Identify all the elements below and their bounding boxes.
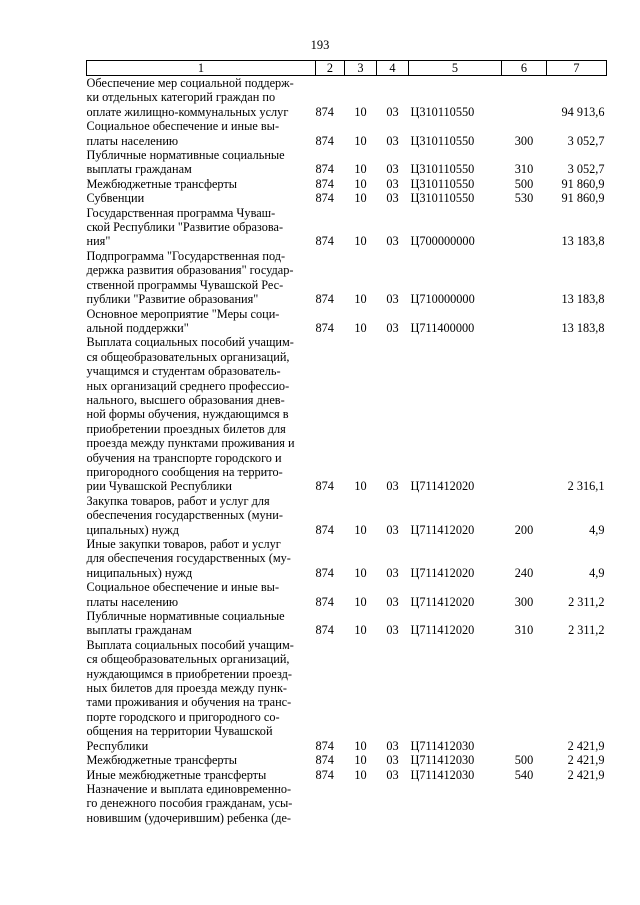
cell-section: 10: [354, 162, 367, 177]
cell-section: 10: [354, 191, 367, 206]
name-line: приобретении проездных билетов для: [86, 421, 286, 436]
table-row: [87, 335, 607, 493]
cell-section: 10: [354, 522, 367, 537]
cell-target-code: Ц700000000: [410, 234, 475, 249]
cell-subsection: 03: [386, 191, 399, 206]
name-line: выплаты гражданам: [86, 162, 192, 177]
header-cell: 3: [345, 61, 377, 76]
cell-ved: 874: [315, 753, 334, 768]
table-row: [87, 76, 607, 120]
cell-ved: 874: [315, 133, 334, 148]
cell-section: 10: [354, 623, 367, 638]
cell-name: [87, 768, 316, 782]
cell-expense-type: 310: [514, 623, 534, 638]
cell-amount: 2 311,2: [568, 623, 605, 638]
cell-expense-type: 240: [514, 565, 534, 580]
table-row: [87, 206, 607, 249]
name-line: ской Республики "Развитие образова-: [86, 220, 284, 235]
cell-target-code: Ц310110550: [410, 104, 475, 119]
name-line: Социальное обеспечение и иные вы-: [86, 580, 280, 595]
cell-ved: 874: [315, 479, 334, 494]
name-line: держка развития образования" государ-: [86, 263, 294, 278]
cell-subsection: 03: [386, 479, 399, 494]
cell-amount: 94 913,6: [561, 104, 605, 119]
name-line: ния": [86, 234, 111, 249]
cell-section: 10: [354, 292, 367, 307]
name-line: учащимся и студентам образователь-: [86, 364, 281, 379]
cell-expense-type: [502, 249, 547, 307]
cell-target-code: Ц711412030: [410, 767, 475, 782]
cell-section: 10: [354, 133, 367, 148]
cell-target-code: Ц710000000: [410, 292, 475, 307]
name-line: ных организаций среднего профессио-: [86, 378, 290, 393]
cell-target-code: Ц711412020: [410, 565, 475, 580]
name-line: Назначение и выплата единовременно-: [86, 781, 292, 796]
name-line: ки отдельных категорий граждан по: [86, 90, 276, 105]
name-line: Иные закупки товаров, работ и услуг: [86, 537, 281, 551]
cell-ved: 874: [315, 162, 334, 177]
header-cell: 6: [502, 61, 547, 76]
cell-amount: 2 421,9: [567, 753, 605, 768]
cell-name: [87, 753, 316, 767]
cell-amount: 2 421,9: [567, 738, 605, 753]
cell-expense-type: 310: [514, 162, 534, 177]
cell-name: [87, 206, 316, 249]
cell-amount: 91 860,9: [561, 191, 605, 206]
cell-section: 10: [354, 565, 367, 580]
cell-amount: 3 052,7: [567, 162, 605, 177]
cell-target-code: Ц310110550: [410, 133, 475, 148]
cell-ved: 874: [315, 767, 334, 782]
cell-name: [87, 638, 316, 753]
name-line: Публичные нормативные социальные: [86, 609, 285, 624]
name-line: пригородного сообщения на террито-: [86, 464, 283, 479]
cell-amount: 4,9: [589, 565, 605, 580]
table-header-row: [87, 61, 607, 76]
cell-subsection: 03: [386, 565, 399, 580]
cell-ved: 874: [315, 176, 334, 191]
cell-target-code: [409, 782, 502, 825]
name-line: платы населению: [86, 594, 179, 609]
name-line: Иные межбюджетные трансферты: [86, 767, 267, 782]
cell-target-code: Ц711412020: [410, 594, 475, 609]
cell-section: 10: [354, 104, 367, 119]
name-line: ниципальных) нужд: [86, 565, 193, 580]
cell-expense-type: [502, 76, 547, 120]
cell-target-code: Ц711412020: [410, 623, 475, 638]
cell-name: [87, 609, 316, 638]
cell-section: 10: [354, 479, 367, 494]
cell-name: [87, 782, 316, 825]
cell-expense-type: [502, 206, 547, 249]
table-row: [87, 609, 607, 638]
cell-section: 10: [354, 234, 367, 249]
table-row: [87, 177, 607, 191]
table-row: [87, 768, 607, 782]
cell-name: [87, 76, 316, 120]
name-line: нуждающимся в приобретении проезд-: [86, 666, 292, 681]
cell-ved: 874: [315, 320, 334, 335]
cell-expense-type: [502, 638, 547, 753]
cell-subsection: 03: [386, 522, 399, 537]
cell-amount: 4,9: [589, 522, 605, 537]
name-line: нального, высшего образования днев-: [86, 392, 285, 407]
name-line: Республики: [86, 738, 149, 753]
cell-amount: 3 052,7: [567, 133, 605, 148]
name-line: Обеспечение мер социальной поддерж-: [86, 76, 294, 90]
cell-subsection: [377, 782, 409, 825]
cell-subsection: 03: [386, 738, 399, 753]
cell-amount: 2 421,9: [567, 767, 605, 782]
cell-name: [87, 335, 316, 493]
name-line: ных билетов для проезда между пунк-: [86, 681, 288, 696]
name-line: тами проживания и обучения на транс-: [86, 695, 292, 710]
name-line: общения на территории Чувашской: [86, 724, 273, 739]
table-body: [87, 76, 607, 826]
cell-ved: 874: [315, 104, 334, 119]
cell-target-code: Ц711412020: [410, 479, 475, 494]
cell-amount: 13 183,8: [561, 292, 605, 307]
header-cell: 5: [409, 61, 502, 76]
cell-name: [87, 191, 316, 205]
cell-ved: 874: [315, 292, 334, 307]
cell-name: [87, 307, 316, 336]
name-line: для обеспечения государственных (му-: [86, 551, 291, 566]
name-line: публики "Развитие образования": [86, 292, 259, 307]
cell-expense-type: [502, 307, 547, 336]
cell-target-code: Ц711412020: [410, 522, 475, 537]
cell-amount: 91 860,9: [561, 176, 605, 191]
table-row: [87, 782, 607, 825]
cell-subsection: 03: [386, 320, 399, 335]
cell-subsection: 03: [386, 753, 399, 768]
cell-amount: 13 183,8: [561, 320, 605, 335]
name-line: платы населению: [86, 133, 179, 148]
cell-name: [87, 494, 316, 537]
cell-target-code: Ц310110550: [410, 162, 475, 177]
name-line: Социальное обеспечение и иные вы-: [86, 119, 280, 134]
cell-subsection: 03: [386, 623, 399, 638]
cell-subsection: 03: [386, 594, 399, 609]
cell-target-code: Ц711412030: [410, 753, 475, 768]
name-line: Выплата социальных пособий учащим-: [86, 335, 294, 350]
cell-target-code: Ц711400000: [410, 320, 475, 335]
table-row: [87, 191, 607, 205]
cell-ved: 874: [315, 191, 334, 206]
cell-amount: 2 311,2: [568, 594, 605, 609]
name-line: выплаты гражданам: [86, 623, 192, 638]
name-line: ственной программы Чувашской Рес-: [86, 277, 284, 292]
cell-expense-type: [502, 782, 547, 825]
header-cell: 1: [87, 61, 316, 76]
name-line: Межбюджетные трансферты: [86, 176, 238, 191]
cell-section: 10: [354, 767, 367, 782]
cell-target-code: Ц711412030: [410, 738, 475, 753]
name-line: проезда между пунктами проживания и: [86, 436, 295, 451]
cell-subsection: 03: [386, 767, 399, 782]
cell-name: [87, 249, 316, 307]
table-row: [87, 753, 607, 767]
name-line: Публичные нормативные социальные: [86, 148, 285, 163]
cell-ved: 874: [315, 738, 334, 753]
name-line: обучения на транспорте городского и: [86, 450, 282, 465]
cell-name: [87, 177, 316, 191]
cell-name: [87, 580, 316, 609]
cell-expense-type: 300: [514, 133, 534, 148]
name-line: ципальных) нужд: [86, 522, 180, 537]
cell-ved: 874: [315, 623, 334, 638]
cell-section: 10: [354, 738, 367, 753]
name-line: альной поддержки": [86, 320, 189, 335]
page-number: 193: [310, 38, 330, 52]
cell-expense-type: 500: [514, 753, 534, 768]
cell-amount: [547, 782, 607, 825]
cell-target-code: Ц310110550: [410, 191, 475, 206]
name-line: новившим (удочерившим) ребенка (де-: [86, 810, 292, 825]
table-row: [87, 148, 607, 177]
name-line: го денежного пособия гражданам, усы-: [86, 796, 293, 811]
cell-ved: [316, 782, 345, 825]
cell-subsection: 03: [386, 292, 399, 307]
cell-expense-type: 300: [514, 594, 534, 609]
cell-subsection: 03: [386, 133, 399, 148]
cell-subsection: 03: [386, 104, 399, 119]
name-line: рии Чувашской Республики: [86, 479, 232, 494]
cell-name: [87, 119, 316, 148]
name-line: Закупка товаров, работ и услуг для: [86, 493, 270, 508]
name-line: обеспечения государственных (муни-: [86, 508, 283, 523]
name-line: Межбюджетные трансферты: [86, 753, 238, 768]
cell-section: 10: [354, 320, 367, 335]
cell-target-code: Ц310110550: [410, 176, 475, 191]
cell-amount: 2 316,1: [567, 479, 605, 494]
cell-section: [345, 782, 377, 825]
name-line: ной формы обучения, нуждающимся в: [86, 407, 289, 422]
cell-subsection: 03: [386, 162, 399, 177]
cell-amount: 13 183,8: [561, 234, 605, 249]
name-line: Основное мероприятие "Меры соци-: [86, 306, 280, 321]
cell-name: [87, 537, 316, 580]
cell-name: [87, 148, 316, 177]
cell-ved: 874: [315, 234, 334, 249]
cell-expense-type: 530: [514, 191, 534, 206]
cell-ved: 874: [315, 594, 334, 609]
cell-subsection: 03: [386, 234, 399, 249]
cell-ved: 874: [315, 565, 334, 580]
name-line: Выплата социальных пособий учащим-: [86, 637, 294, 652]
table-row: [87, 307, 607, 336]
name-line: порте городского и пригородного со-: [86, 709, 280, 724]
table-row: [87, 580, 607, 609]
cell-ved: 874: [315, 522, 334, 537]
name-line: Государственная программа Чуваш-: [86, 205, 276, 220]
name-line: ся общеобразовательных организаций,: [86, 349, 290, 364]
budget-table: [86, 60, 607, 825]
table-row: [87, 119, 607, 148]
table-row: [87, 537, 607, 580]
name-line: Субвенции: [86, 191, 145, 206]
cell-expense-type: 200: [514, 522, 534, 537]
name-line: ся общеобразовательных организаций,: [86, 652, 290, 667]
name-line: Подпрограмма "Государственная под-: [86, 248, 286, 263]
table-row: [87, 638, 607, 753]
cell-expense-type: [502, 335, 547, 493]
header-cell: 7: [547, 61, 607, 76]
cell-section: 10: [354, 753, 367, 768]
table-row: [87, 494, 607, 537]
header-cell: 4: [377, 61, 409, 76]
cell-expense-type: 540: [514, 767, 534, 782]
cell-subsection: 03: [386, 176, 399, 191]
header-cell: 2: [316, 61, 345, 76]
cell-section: 10: [354, 176, 367, 191]
name-line: оплате жилищно-коммунальных услуг: [86, 104, 289, 119]
cell-expense-type: 500: [514, 176, 534, 191]
table-row: [87, 249, 607, 307]
cell-section: 10: [354, 594, 367, 609]
